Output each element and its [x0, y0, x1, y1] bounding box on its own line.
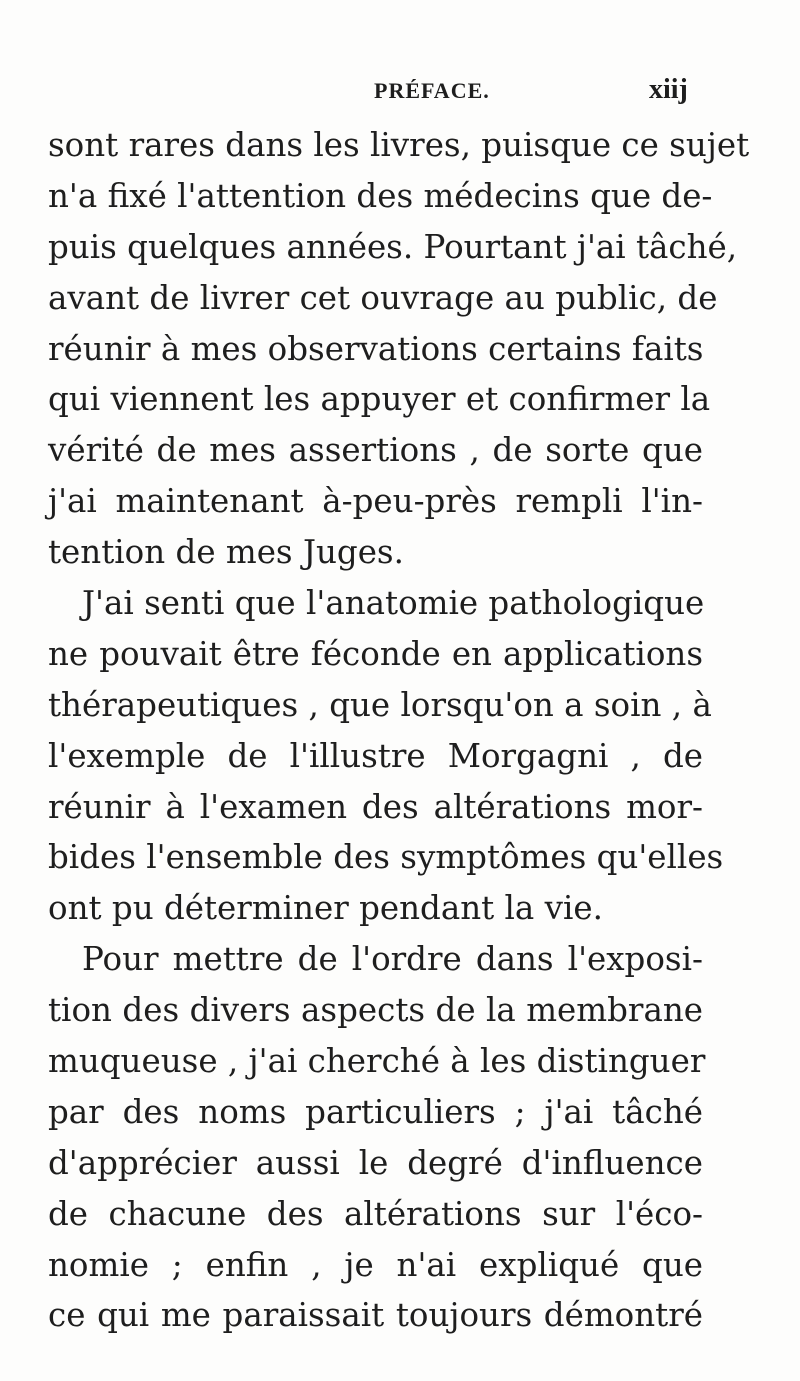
text-line: sont rares dans les livres, puisque ce sujet [48, 126, 750, 164]
text-line: tention de mes Juges. [48, 533, 404, 572]
text-line: ne pouvait être féconde en applications [48, 634, 703, 673]
text-line: vérité de mes assertions , de sorte que [48, 431, 703, 470]
text-line: thérapeutiques , que lorsqu'on a soin , à [48, 685, 712, 724]
text-line: tion des divers aspects de la membrane [48, 991, 703, 1030]
text-line: réunir à mes observations certains faits [48, 329, 704, 368]
running-title: PRÉFACE. [374, 78, 490, 103]
text-line: J'ai senti que l'anatomie pathologique [82, 584, 705, 623]
page-number: xiij [649, 74, 688, 105]
text-line: bides l'ensemble des symptômes qu'elles [48, 838, 724, 877]
text-line: nomie ; enfin , je n'ai expliqué que [48, 1245, 703, 1284]
text-line: puis quelques années. Pourtant j'ai tâché, [48, 227, 738, 266]
text-line: réunir à l'examen des altérations mor- [48, 787, 703, 826]
text-line: avant de livrer cet ouvrage au public, de [48, 278, 718, 317]
text-line: muqueuse , j'ai cherché à les distinguer [48, 1042, 706, 1081]
body-text [48, 120, 750, 1341]
text-line: qui viennent les appuyer et confirmer la [48, 380, 711, 419]
text-line: Pour mettre de l'ordre dans l'exposi- [82, 940, 703, 979]
text-line: ont pu déterminer pendant la vie. [48, 889, 603, 928]
text-line: l'exemple de l'illustre Morgagni , de [48, 736, 703, 775]
text-line: de chacune des altérations sur l'éco- [48, 1194, 703, 1233]
text-line: j'ai maintenant à-peu-près rempli l'in- [48, 482, 703, 521]
text-line: par des noms particuliers ; j'ai tâché [48, 1092, 703, 1131]
running-head [0, 64, 800, 104]
text-line: n'a fixé l'attention des médecins que de- [48, 176, 713, 215]
text-line: d'apprécier aussi le degré d'influence [48, 1143, 703, 1182]
text-line: ce qui me paraissait toujours démontré [48, 1296, 703, 1335]
